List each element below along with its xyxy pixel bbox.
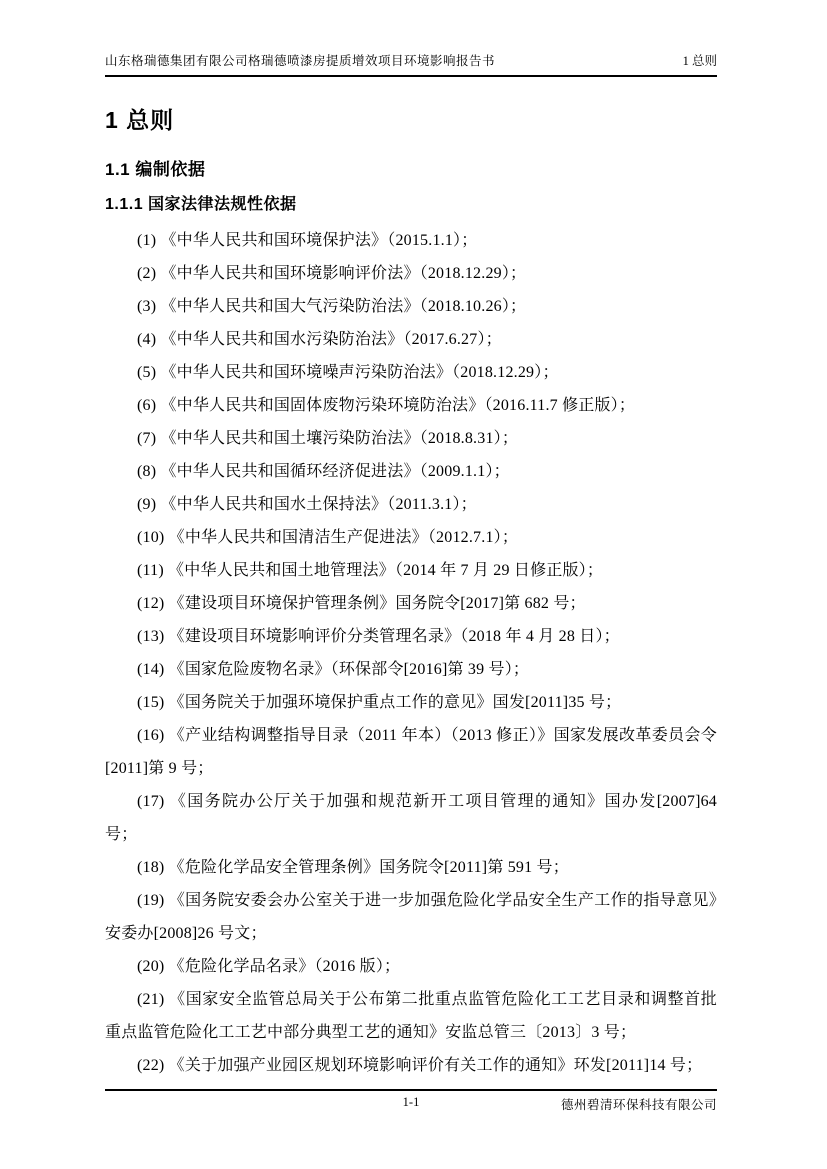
law-item: (21) 《国家安全监管总局关于公布第二批重点监管危险化工工艺目录和调整首批重点监管危险化工工艺中部分典型工艺的通知》安监总管三〔2013〕3 号； (105, 991, 717, 1041)
law-item: (5) 《中华人民共和国环境噪声污染防治法》（2018.12.29）； (137, 364, 559, 381)
header-chapter-label: 1 总则 (682, 54, 717, 68)
law-item: (12) 《建设项目环境保护管理条例》国务院令[2017]第 682 号； (137, 595, 586, 612)
law-item: (20) 《危险化学品名录》（2016 版）； (137, 958, 401, 975)
footer-company-name: 德州碧清环保科技有限公司 (560, 1098, 717, 1112)
page-footer (105, 1089, 717, 1117)
law-item: (17) 《国务院办公厅关于加强和规范新开工项目管理的通知》国办发[2007]64 号； (105, 793, 717, 843)
law-item: (4) 《中华人民共和国水污染防治法》（2017.6.27）； (137, 331, 502, 348)
law-item: (11) 《中华人民共和国土地管理法》（2014 年 7 月 29 日修正版）； (137, 562, 604, 579)
law-item: (7) 《中华人民共和国土壤污染防治法》（2018.8.31）； (137, 430, 519, 447)
law-list (105, 224, 717, 1082)
page-number: 1-1 (402, 1095, 420, 1109)
chapter-title: 1 总则 (105, 107, 175, 133)
section-heading-1-1-1: 1.1.1 国家法律法规性依据 (105, 196, 297, 213)
law-item: (13) 《建设项目环境影响评价分类管理名录》（2018 年 4 月 28 日）； (137, 628, 620, 645)
law-item: (14) 《国家危险废物名录》（环保部令[2016]第 39 号）； (137, 661, 530, 678)
law-item: (2) 《中华人民共和国环境影响评价法》（2018.12.29）； (137, 265, 527, 282)
law-item: (1) 《中华人民共和国环境保护法》（2015.1.1）； (137, 232, 478, 249)
law-item: (10) 《中华人民共和国清洁生产促进法》（2012.7.1）； (137, 529, 519, 546)
header-document-title: 山东格瑞德集团有限公司格瑞德喷漆房提质增效项目环境影响报告书 (105, 54, 496, 68)
law-item: (9) 《中华人民共和国水土保持法》（2011.3.1）； (137, 496, 477, 513)
law-item: (8) 《中华人民共和国循环经济促进法》（2009.1.1）； (137, 463, 510, 480)
law-item: (22) 《关于加强产业园区规划环境影响评价有关工作的通知》环发[2011]14 号； (137, 1057, 703, 1074)
law-item: (16) 《产业结构调整指导目录（2011 年本）（2013 修正）》国家发展改革委员会令[2011]第 9 号； (105, 727, 717, 777)
page-header (105, 53, 717, 77)
law-item: (3) 《中华人民共和国大气污染防治法》（2018.10.26）； (137, 298, 527, 315)
law-item: (18) 《危险化学品安全管理条例》国务院令[2011]第 591 号； (137, 859, 569, 876)
law-item: (6) 《中华人民共和国固体废物污染环境防治法》（2016.11.7 修正版）； (137, 397, 636, 414)
law-item: (15) 《国务院关于加强环境保护重点工作的意见》国发[2011]35 号； (137, 694, 622, 711)
law-item: (19) 《国务院安委会办公室关于进一步加强危险化学品安全生产工作的指导意见》安委办[2008]26 号文； (105, 892, 717, 942)
section-heading-1-1: 1.1 编制依据 (105, 160, 206, 179)
